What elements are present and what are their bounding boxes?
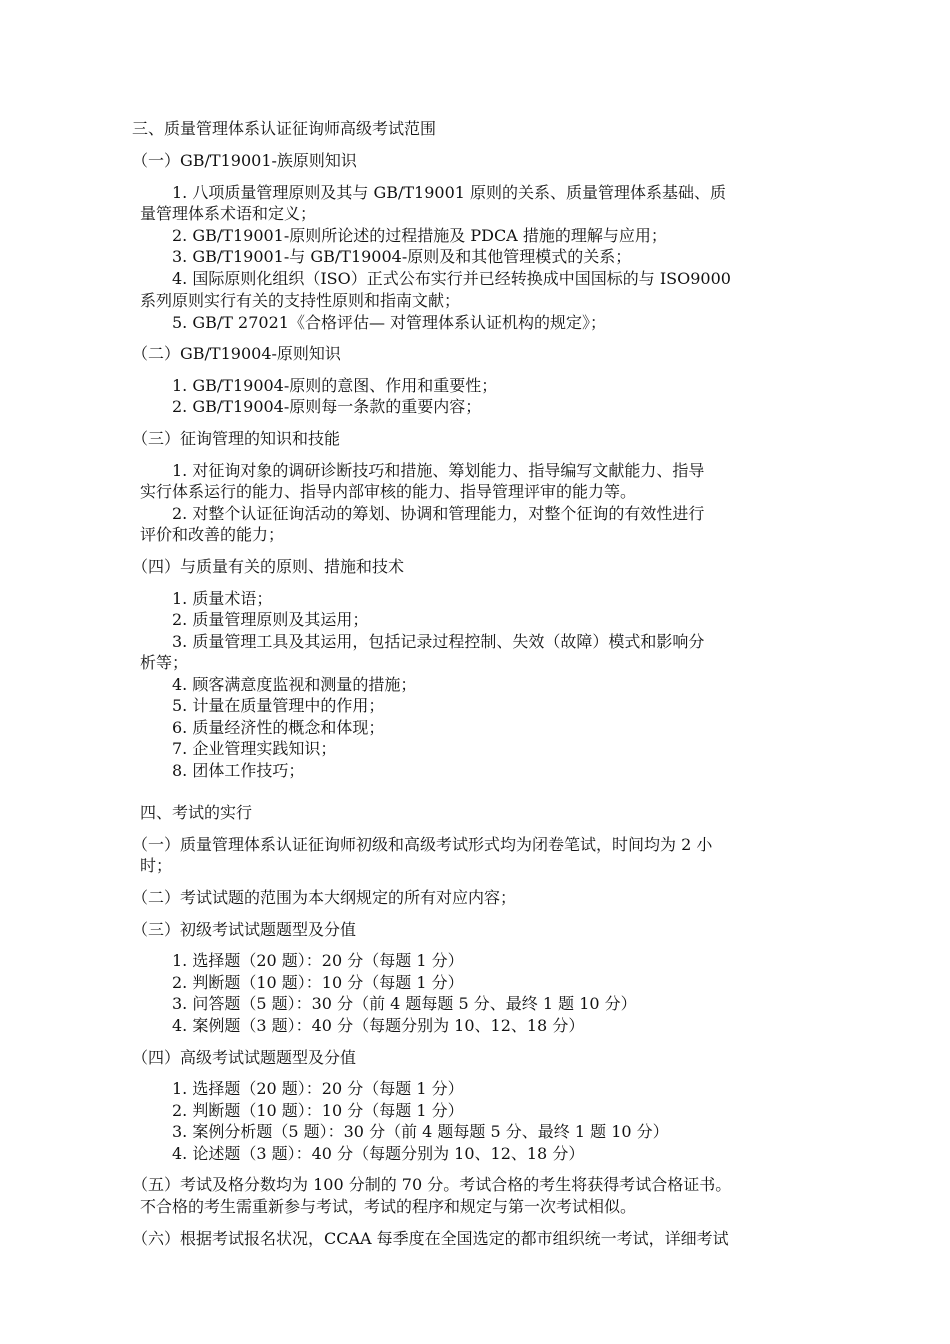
item-3-3-2-line-1: 2. 对整个认证征询活动的筹划、协调和管理能力，对整个征询的有效性进行 <box>172 504 705 523</box>
item-3-1-5: 5. GB/T 27021《合格评估— 对管理体系认证机构的规定》； <box>172 313 607 332</box>
item-3-1-1-line-2: 量管理体系术语和定义； <box>140 204 317 223</box>
item-4-4-2: 2. 判断题（10 题）：10 分（每题 1 分） <box>172 1101 464 1120</box>
item-3-4-1: 1. 质量术语； <box>172 589 273 608</box>
item-3-1-4-line-1: 4. 国际原则化组织（ISO）正式公布实行并已经转换成中国国标的与 ISO9000 <box>172 269 731 288</box>
para-4-5-line-1: （五）考试及格分数均为 100 分制的 70 分。考试合格的考生将获得考试合格证书。 <box>132 1175 732 1194</box>
para-4-5-line-2: 不合格的考生需重新参与考试，考试的程序和规定与第一次考试相似。 <box>140 1197 637 1216</box>
subsection-3-4-heading: （四）与质量有关的原则、措施和技术 <box>132 557 405 576</box>
para-4-1-line-1: （一）质量管理体系认证征询师初级和高级考试形式均为闭卷笔试，时间均为 2 小 <box>132 835 713 854</box>
para-4-2: （二）考试试题的范围为本大纲规定的所有对应内容； <box>132 888 517 907</box>
item-4-4-3: 3. 案例分析题（5 题）：30 分（前 4 题每题 5 分、最终 1 题 10 分） <box>172 1122 669 1141</box>
subsection-4-4-heading: （四）高级考试试题题型及分值 <box>132 1048 357 1067</box>
item-3-3-1-line-2: 实行体系运行的能力、指导内部审核的能力、指导管理评审的能力等。 <box>140 482 637 501</box>
item-3-2-2: 2. GB/T19004-原则每一条款的重要内容； <box>172 397 482 416</box>
item-3-4-6: 6. 质量经济性的概念和体现； <box>172 718 385 737</box>
item-3-2-1: 1. GB/T19004-原则的意图、作用和重要性； <box>172 376 498 395</box>
item-3-4-3-line-1: 3. 质量管理工具及其运用，包括记录过程控制、失效（故障）模式和影响分 <box>172 632 705 651</box>
item-3-4-4: 4. 顾客满意度监视和测量的措施； <box>172 675 417 694</box>
subsection-3-2-heading: （二）GB/T19004-原则知识 <box>132 344 341 363</box>
item-4-4-4: 4. 论述题（3 题）：40 分（每题分别为 10、12、18 分） <box>172 1144 585 1163</box>
item-3-1-3: 3. GB/T19001-与 GB/T19004-原则及和其他管理模式的关系； <box>172 247 632 266</box>
item-4-4-1: 1. 选择题（20 题）：20 分（每题 1 分） <box>172 1079 464 1098</box>
item-3-4-8: 8. 团体工作技巧； <box>172 761 305 780</box>
item-4-3-4: 4. 案例题（3 题）：40 分（每题分别为 10、12、18 分） <box>172 1016 585 1035</box>
section-3-title: 三、质量管理体系认证征询师高级考试范围 <box>132 119 437 138</box>
item-3-1-1-line-1: 1. 八项质量管理原则及其与 GB/T19001 原则的关系、质量管理体系基础、质 <box>172 183 727 202</box>
item-4-3-1: 1. 选择题（20 题）：20 分（每题 1 分） <box>172 951 464 970</box>
item-3-3-1-line-1: 1. 对征询对象的调研诊断技巧和措施、筹划能力、指导编写文献能力、指导 <box>172 461 705 480</box>
item-3-4-3-line-2: 析等； <box>140 653 189 672</box>
item-3-4-7: 7. 企业管理实践知识； <box>172 739 337 758</box>
item-3-4-5: 5. 计量在质量管理中的作用； <box>172 696 385 715</box>
subsection-4-3-heading: （三）初级考试试题题型及分值 <box>132 920 357 939</box>
item-4-3-3: 3. 问答题（5 题）：30 分（前 4 题每题 5 分、最终 1 题 10 分） <box>172 994 637 1013</box>
para-4-6-line-1: （六）根据考试报名状况，CCAA 每季度在全国选定的都市组织统一考试，详细考试 <box>132 1229 729 1248</box>
item-4-3-2: 2. 判断题（10 题）：10 分（每题 1 分） <box>172 973 464 992</box>
subsection-3-1-heading: （一）GB/T19001-族原则知识 <box>132 151 357 170</box>
item-3-1-2: 2. GB/T19001-原则所论述的过程措施及 PDCA 措施的理解与应用； <box>172 226 667 245</box>
item-3-4-2: 2. 质量管理原则及其运用； <box>172 610 369 629</box>
para-4-1-line-2: 时； <box>140 856 173 875</box>
subsection-3-3-heading: （三）征询管理的知识和技能 <box>132 429 341 448</box>
item-3-3-2-line-2: 评价和改善的能力； <box>140 525 285 544</box>
section-4-title: 四、考试的实行 <box>140 803 253 822</box>
item-3-1-4-line-2: 系列原则实行有关的支持性原则和指南文献； <box>140 291 461 310</box>
